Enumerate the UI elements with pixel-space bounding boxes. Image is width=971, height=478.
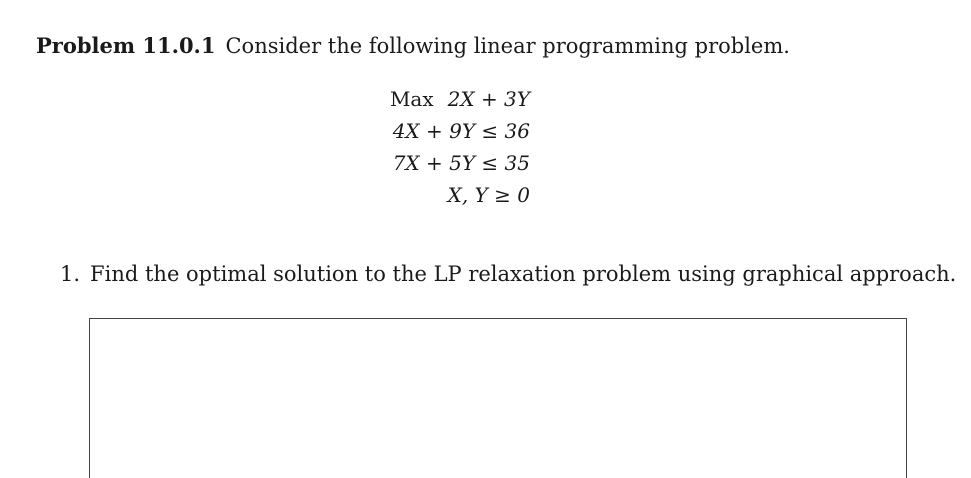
objective-keyword: Max xyxy=(389,87,434,111)
problem-intro: Consider the following linear programming problem. xyxy=(225,34,790,58)
objective-expression: 2X + 3Y xyxy=(447,87,530,111)
constraint-1: 4X + 9Y ≤ 36 xyxy=(392,119,530,143)
constraint-row-1 xyxy=(350,115,530,147)
constraint-2: 7X + 5Y ≤ 35 xyxy=(392,151,530,175)
question-number: 1. xyxy=(60,262,81,286)
problem-statement xyxy=(36,33,790,58)
objective-row xyxy=(350,83,530,115)
nonnegativity-row xyxy=(350,179,530,211)
nonnegativity-constraint: X, Y ≥ 0 xyxy=(447,183,530,207)
question-text: Find the optimal solution to the LP relaxation problem using graphical approach. xyxy=(90,262,957,286)
problem-label: Problem 11.0.1 xyxy=(36,33,216,58)
answer-box[interactable] xyxy=(89,318,907,478)
constraint-row-2 xyxy=(350,147,530,179)
lp-formulation xyxy=(350,83,530,211)
question-item xyxy=(60,262,956,286)
